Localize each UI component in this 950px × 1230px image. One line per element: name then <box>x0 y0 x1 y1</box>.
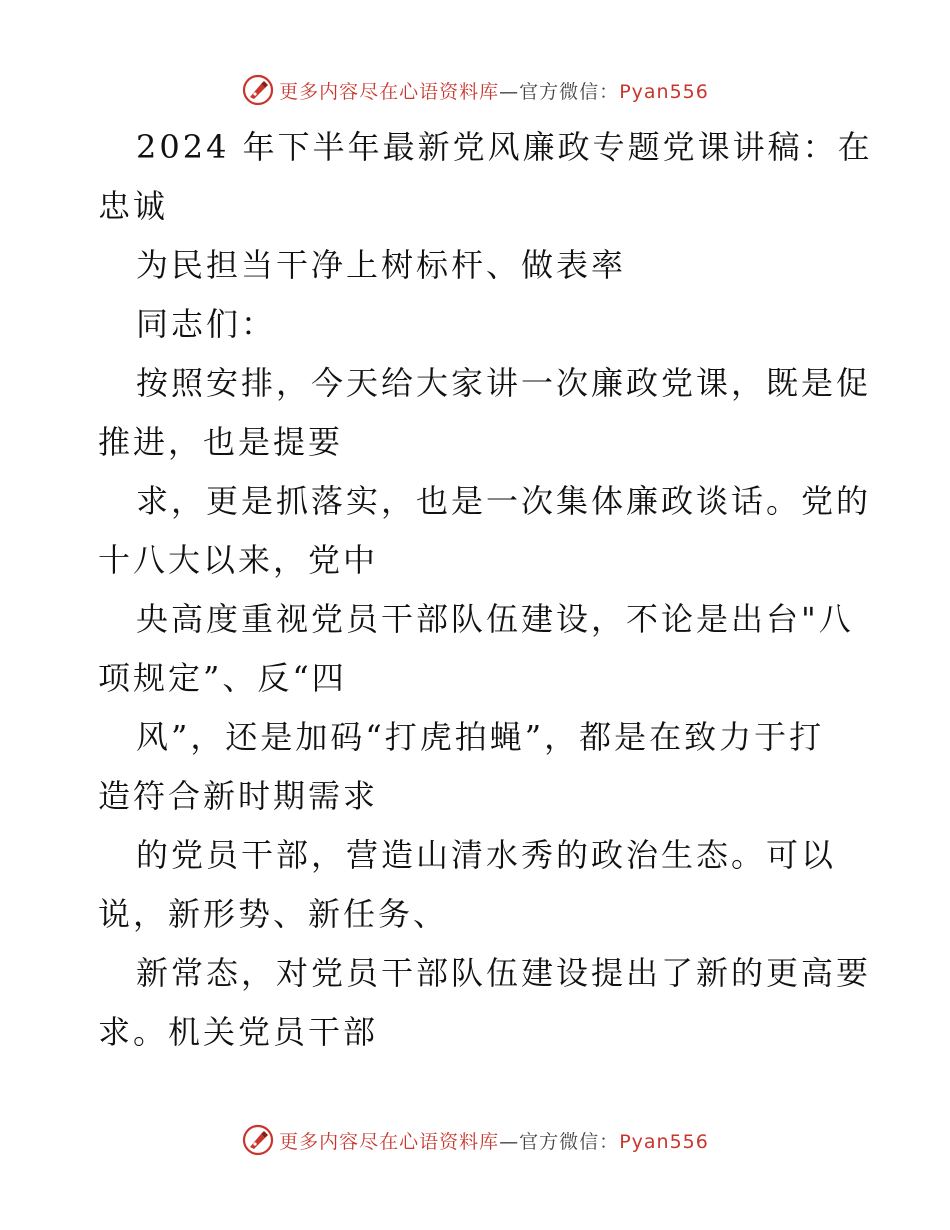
footer-watermark <box>0 1120 950 1160</box>
pen-nib-logo-icon <box>241 73 275 107</box>
paragraph-line: 风”，还是加码“打虎拍蝇”，都是在致力于打 <box>136 718 825 756</box>
watermark-wechat-id: Pyan556 <box>619 1130 709 1153</box>
paragraph-line: 按照安排，今天给大家讲一次廉政党课，既是促 <box>136 364 872 402</box>
watermark-site: 更多内容尽在心语资料库 <box>279 1130 500 1153</box>
paragraph-line: 求，更是抓落实，也是一次集体廉政谈话。党的 <box>136 482 872 520</box>
title-line-1: 2024 年下半年最新党风廉政专题党课讲稿：在 <box>136 128 873 166</box>
watermark-site: 更多内容尽在心语资料库 <box>279 80 500 103</box>
paragraph-line: 项规定”、反“四 <box>98 659 347 697</box>
watermark-wechat-label: 官方微信： <box>519 80 620 103</box>
salutation: 同志们： <box>136 305 277 343</box>
title-line-2: 忠诚 <box>98 187 169 225</box>
pen-nib-logo-icon <box>241 1123 275 1157</box>
watermark-dash: — <box>499 80 520 103</box>
paragraph-line: 十八大以来，党中 <box>98 541 379 579</box>
paragraph-line: 求。机关党员干部 <box>98 1013 379 1051</box>
watermark-wechat-label: 官方微信： <box>519 1130 620 1153</box>
paragraph-line: 的党员干部，营造山清水秀的政治生态。可以 <box>136 836 837 874</box>
watermark-dash: — <box>499 1130 520 1153</box>
paragraph-line: 推进，也是提要 <box>98 423 344 461</box>
document-body <box>98 118 873 1062</box>
paragraph-line: 新常态，对党员干部队伍建设提出了新的更高要 <box>136 954 872 992</box>
paragraph-line: 说，新形势、新任务、 <box>98 895 449 933</box>
subtitle-line: 为民担当干净上树标杆、做表率 <box>136 246 627 284</box>
watermark-wechat-id: Pyan556 <box>619 80 709 103</box>
paragraph-line: 造符合新时期需求 <box>98 777 379 815</box>
paragraph-line: 央高度重视党员干部队伍建设，不论是出台"八 <box>136 600 854 638</box>
header-watermark <box>0 70 950 110</box>
